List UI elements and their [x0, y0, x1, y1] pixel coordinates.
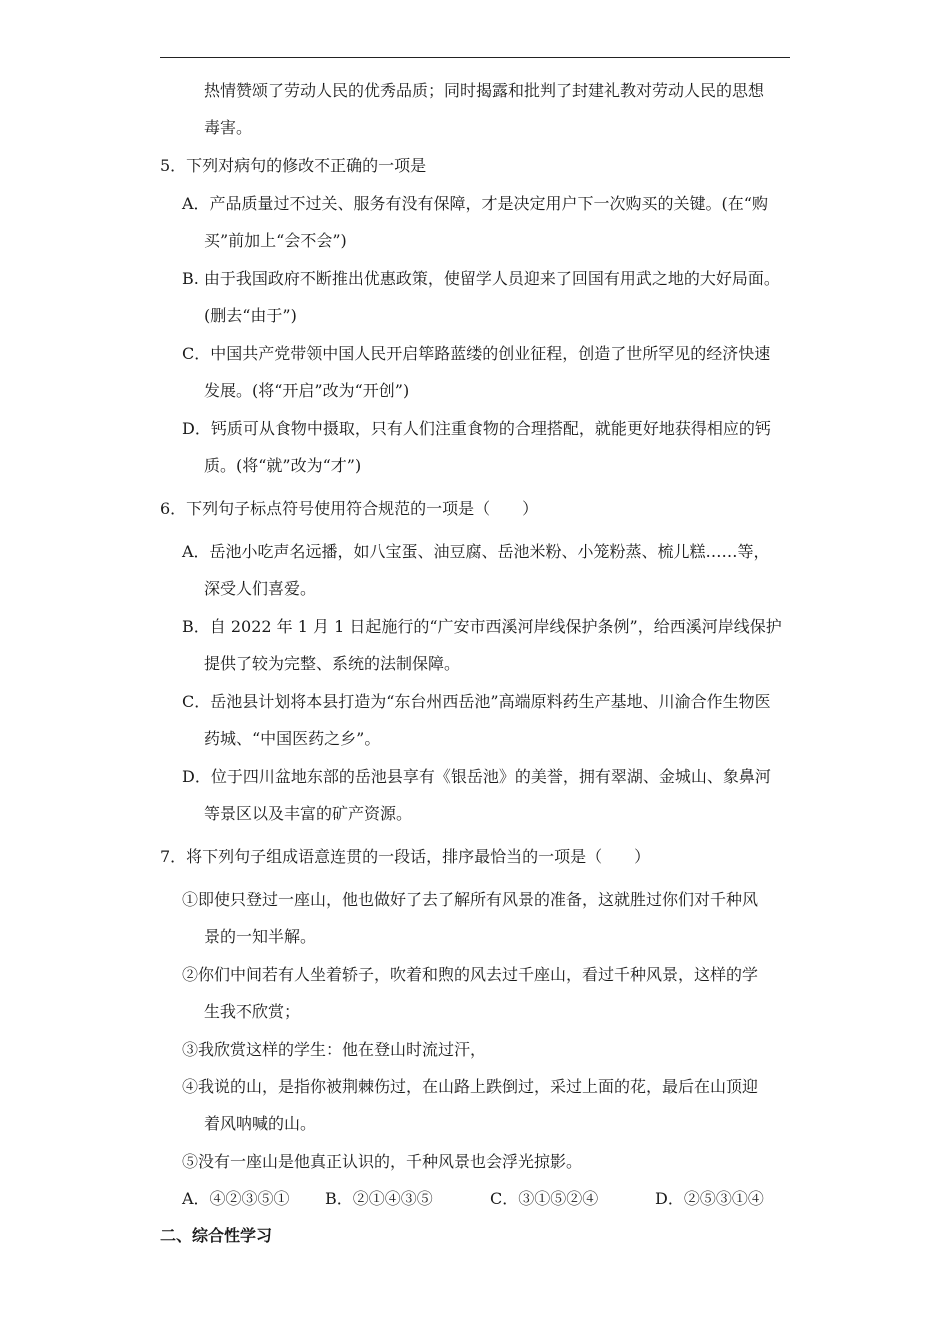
- header-rule: [160, 57, 790, 58]
- q7-sentence-1-line-1: ①即使只登过一座山，他也做好了去了解所有风景的准备，这就胜过你们对千种风: [182, 890, 759, 909]
- q5-option-c-line-1: C．中国共产党带领中国人民开启筚路蓝缕的创业征程，创造了世所罕见的经济快速: [182, 344, 771, 363]
- q7-choice-c: C．③①⑤②④: [490, 1189, 599, 1208]
- q5-option-d-line-1: D．钙质可从食物中摄取，只有人们注重食物的合理搭配，就能更好地获得相应的钙: [182, 419, 771, 438]
- q6-option-d-line-2: 等景区以及丰富的矿产资源。: [204, 804, 413, 823]
- q5-option-a-line-1: A．产品质量过不过关、服务有没有保障，才是决定用户下一次购买的关键。(在“购: [182, 194, 768, 213]
- q7-sentence-2-line-1: ②你们中间若有人坐着轿子，吹着和煦的风去过千座山，看过千种风景，这样的学: [182, 965, 759, 984]
- question-7-stem: 7．将下列句子组成语意连贯的一段话，排序最恰当的一项是（ ）: [160, 847, 651, 866]
- q7-sentence-2-line-2: 生我不欣赏；: [204, 1002, 301, 1021]
- q6-option-a-line-1: A．岳池小吃声名远播，如八宝蛋、油豆腐、岳池米粉、小笼粉蒸、梳儿糕……等，: [182, 542, 770, 561]
- q7-sentence-4-line-2: 着风呐喊的山。: [204, 1114, 317, 1133]
- q7-choice-a: A．④②③⑤①: [182, 1189, 290, 1208]
- q6-option-c-line-1: C．岳池县计划将本县打造为“东台州西岳池”高端原料药生产基地、川渝合作生物医: [182, 692, 771, 711]
- question-6-stem: 6．下列句子标点符号使用符合规范的一项是（ ）: [160, 499, 539, 518]
- q6-option-a-line-2: 深受人们喜爱。: [204, 579, 317, 598]
- section-2-heading: 二、综合性学习: [160, 1226, 273, 1245]
- q7-sentence-4-line-1: ④我说的山，是指你被荆棘伤过，在山路上跌倒过，采过上面的花，最后在山顶迎: [182, 1077, 759, 1096]
- q7-sentence-3: ③我欣赏这样的学生：他在登山时流过汗，: [182, 1040, 487, 1059]
- q6-option-b-line-2: 提供了较为完整、系统的法制保障。: [204, 654, 461, 673]
- q5-option-d-line-2: 质。(将“就”改为“才”): [204, 456, 362, 475]
- q7-choices: [0, 1189, 950, 1209]
- q5-option-b-line-2: (删去“由于”): [204, 306, 297, 325]
- q7-choice-d: D．②⑤③①④: [655, 1189, 764, 1208]
- q6-option-c-line-2: 药城、“中国医药之乡”。: [204, 729, 381, 748]
- q5-option-c-line-2: 发展。(将“开启”改为“开创”): [204, 381, 410, 400]
- continuation-line-2: 毒害。: [204, 118, 253, 137]
- q6-option-b-line-1: B．自 2022 年 1 月 1 日起施行的“广安市西溪河岸线保护条例”，给西溪河岸线保护: [182, 617, 782, 636]
- q5-option-a-line-2: 买”前加上“会不会”): [204, 231, 347, 250]
- q7-sentence-1-line-2: 景的一知半解。: [204, 927, 317, 946]
- q5-option-b-line-1: B. 由于我国政府不断推出优惠政策，使留学人员迎来了回国有用武之地的大好局面。: [182, 269, 780, 288]
- q7-choice-b: B．②①④③⑤: [325, 1189, 433, 1208]
- q7-sentence-5: ⑤没有一座山是他真正认识的，千种风景也会浮光掠影。: [182, 1152, 583, 1171]
- q6-option-d-line-1: D．位于四川盆地东部的岳池县享有《银岳池》的美誉，拥有翠湖、金城山、象鼻河: [182, 767, 771, 786]
- question-5-stem: 5．下列对病句的修改不正确的一项是: [160, 156, 427, 175]
- continuation-line-1: 热情赞颂了劳动人民的优秀品质；同时揭露和批判了封建礼教对劳动人民的思想: [204, 81, 765, 100]
